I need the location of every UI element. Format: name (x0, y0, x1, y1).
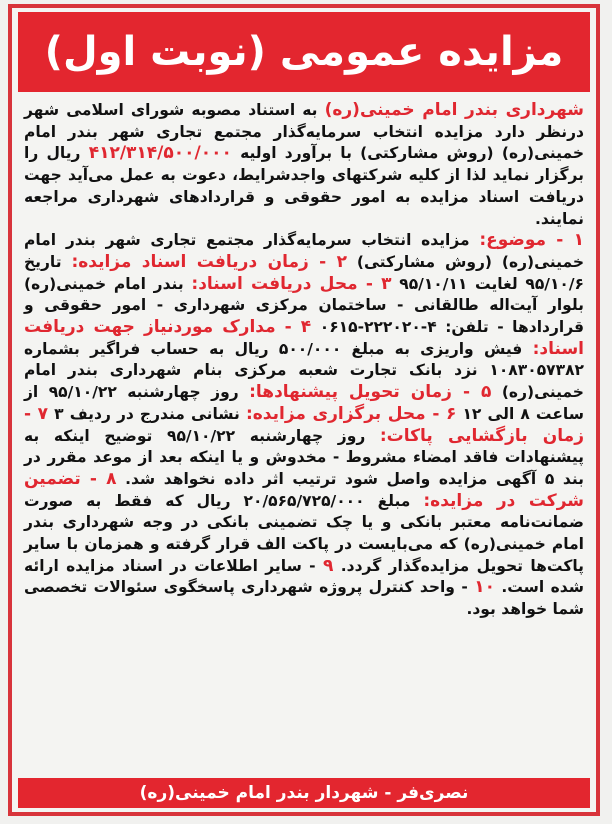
item-3-label: ۳ - محل دریافت اسناد: (191, 273, 392, 294)
item-9-label: ۹ (323, 555, 334, 576)
item-5-text: روز چهارشنبه ۹۵/۱۰/۲۲ از ساعت ۸ الی ۱۲ (24, 383, 584, 423)
item-1-text: مزایده انتخاب سرمایه‌گذار مجتمع تجاری شهر بندر امام خمینی(ره) (روش مشارکتی) (24, 231, 585, 271)
item-10-text: - واحد کنترل پروژه شهرداری پاسخگوی سئوالات تخصصی شما خواهد بود. (24, 578, 584, 619)
estimated-amount: ۴۱۲/۳۱۴/۵۰۰/۰۰۰ (88, 143, 232, 164)
item-1-label: ۱ - موضوع: (479, 230, 584, 251)
organization-name: شهرداری بندر امام خمینی(ره) (324, 100, 585, 120)
intro-text-2: ریال را برگزار نماید لذا از کلیه شرکتهای واجدشرایط، دعوت به عمل می‌آید جهت دریافت اسناد مزایده به امور حقوقی و قراردادهای شهرداری مراجعه نمایند. (24, 144, 584, 228)
item-9-text: - سایر اطلاعات در اسناد مزایده ارائه شده است. (24, 556, 584, 597)
item-7-text: روز چهارشنبه ۹۵/۱۰/۲۲ توضیح اینکه به پیشنهادات فاقد امضاء مشروط - مخدوش و یا اینکه بعد از موعد مقرر در بند ۵ آگهی مزایده واصل شود ترتیب اثر داده نخواهد شد. (24, 426, 584, 488)
item-4-text: فیش واریزی به مبلغ ۵۰۰/۰۰۰ ریال به حساب فراگیر بشماره ۱۰۸۳۰۵۷۳۸۲ نزد بانک تجارت شعبه مرکزی بنام شهرداری بندر امام خمینی(ره) (24, 339, 584, 402)
intro-text-1: به استناد مصوبه شورای اسلامی شهر درنظر دارد مزایده انتخاب سرمایه‌گذار مجتمع تجاری شهر بندر امام خمینی(ره) (روش مشارکتی) با برآورد اولیه (24, 101, 584, 163)
item-5-label: ۵ - زمان تحویل پیشنهادها: (249, 382, 492, 403)
notice-signature: نصری‌فر - شهردار بندر امام خمینی(ره) (18, 778, 590, 808)
item-6-text: نشانی مندرج در ردیف ۳ (48, 404, 246, 423)
item-10-label: ۱۰ (474, 577, 495, 598)
item-3-text: بندر امام خمینی(ره) بلوار آیت‌اله طالقانی - ساختمان مرکزی شهرداری - امور حقوقی و قراردادها - تلفن: ۴-۲۲۲۰۲۰-۰۶۱۵ (24, 274, 585, 337)
item-8-text: مبلغ ۲۰/۵۶۵/۷۲۵/۰۰۰ ریال که فقط به صورت ضمانت‌نامه معتبر بانکی و یا چک تضمینی بانکی در وجه شهرداری بندر امام خمینی(ره) که می‌بایست در پاکت الف قرار گرفته و همزمان با سایر پاکت‌ها تحویل مزایده‌گذار گردد. (24, 491, 584, 575)
notice-body (24, 100, 584, 621)
item-8-label: ۸ - تضمین شرکت در مزایده: (24, 468, 584, 511)
item-2-label: ۲ - زمان دریافت اسناد مزایده: (71, 251, 348, 272)
notice-frame (8, 4, 600, 816)
intro-paragraph (24, 100, 584, 230)
item-2-text: تاریخ ۹۵/۱۰/۶ لغایت ۹۵/۱۰/۱۱ (24, 252, 584, 293)
item-7-label: ۷ - زمان بازگشایی پاکات: (24, 403, 584, 446)
item-6-label: ۶ - محل برگزاری مزایده: (245, 403, 457, 424)
notice-title: مزایده عمومی (نوبت اول) (18, 12, 590, 92)
item-4-label: ۴ - مدارک موردنیاز جهت دریافت اسناد: (24, 317, 584, 359)
items-paragraph (24, 230, 584, 621)
